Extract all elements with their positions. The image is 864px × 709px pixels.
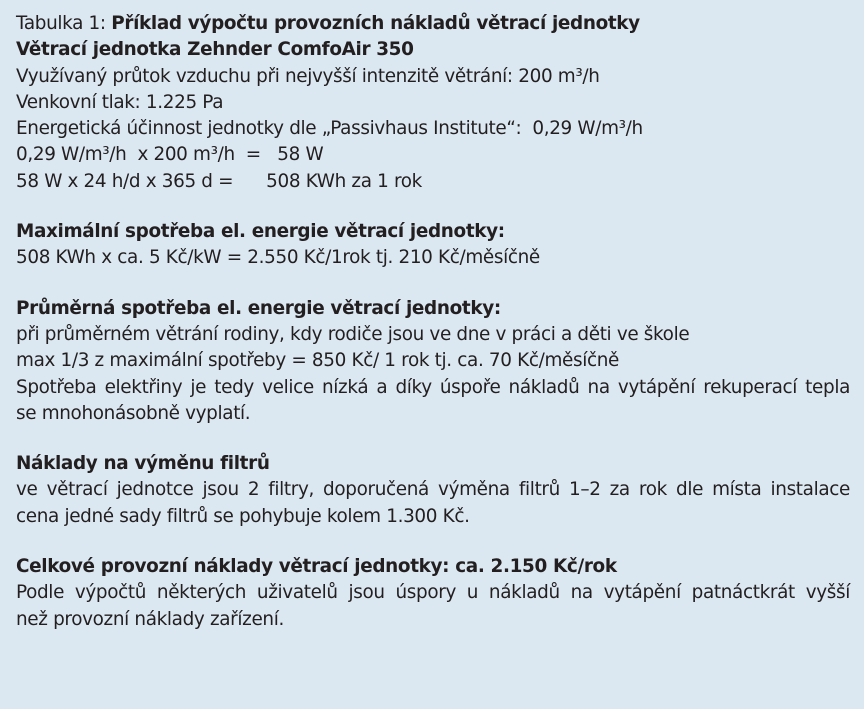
caption-title: Příklad výpočtu provozních nákladů větrací jednotky xyxy=(111,13,640,34)
filter-costs-heading: Náklady na výměnu filtrů xyxy=(16,453,270,475)
airflow-line: Využívaný průtok vzduchu při nejvyšší intenzitě větrání: 200 m³/h xyxy=(16,65,600,87)
filter-costs-text-1: ve větrací jednotce jsou 2 filtry, doporučená výměna filtrů 1–2 za rok dle místa instalace xyxy=(16,479,850,501)
max-consumption-heading: Maximální spotřeba el. energie větrací jednotky: xyxy=(16,221,505,243)
total-costs-text-2: než provozní náklady zařízení. xyxy=(16,608,284,630)
max-consumption-text: 508 KWh x ca. 5 Kč/kW = 2.550 Kč/1rok tj. 210 Kč/měsíčně xyxy=(16,247,540,269)
filter-costs-text-2: cena jedné sady filtrů se pohybuje kolem 1.300 Kč. xyxy=(16,505,470,527)
avg-consumption-text-3: Spotřeba elektřiny je tedy velice nízká a díky úspoře nákladů na vytápění rekuperací tepla xyxy=(16,376,850,398)
avg-consumption-text-1: při průměrném větrání rodiny, kdy rodiče jsou ve dne v práci a děti ve škole xyxy=(16,323,690,345)
spacer xyxy=(16,530,850,554)
spacer xyxy=(16,272,850,296)
spacer xyxy=(16,427,850,451)
pressure-line: Venkovní tlak: 1.225 Pa xyxy=(16,91,224,113)
total-costs-heading: Celkové provozní náklady větrací jednotky: ca. 2.150 Kč/rok xyxy=(16,556,617,578)
caption-prefix: Tabulka 1: xyxy=(16,13,112,34)
total-costs-text-1: Podle výpočtů některých uživatelů jsou úspory u nákladů na vytápění patnáctkrát vyšší xyxy=(16,582,850,604)
table-caption xyxy=(16,11,850,37)
unit-title: Větrací jednotka Zehnder ComfoAir 350 xyxy=(16,39,414,61)
avg-consumption-text-4: se mnohonásobně vyplatí. xyxy=(16,402,251,424)
spacer xyxy=(16,195,850,219)
power-calc-line: 0,29 W/m³/h x 200 m³/h = 58 W xyxy=(16,144,324,166)
efficiency-line: Energetická účinnost jednotky dle „Passivhaus Institute“: 0,29 W/m³/h xyxy=(16,118,643,140)
avg-consumption-heading: Průměrná spotřeba el. energie větrací jednotky: xyxy=(16,297,501,319)
avg-consumption-text-2: max 1/3 z maximální spotřeby = 850 Kč/ 1 rok tj. ca. 70 Kč/měsíčně xyxy=(16,350,619,372)
energy-calc-line: 58 W x 24 h/d x 365 d = 508 KWh za 1 rok xyxy=(16,170,422,192)
